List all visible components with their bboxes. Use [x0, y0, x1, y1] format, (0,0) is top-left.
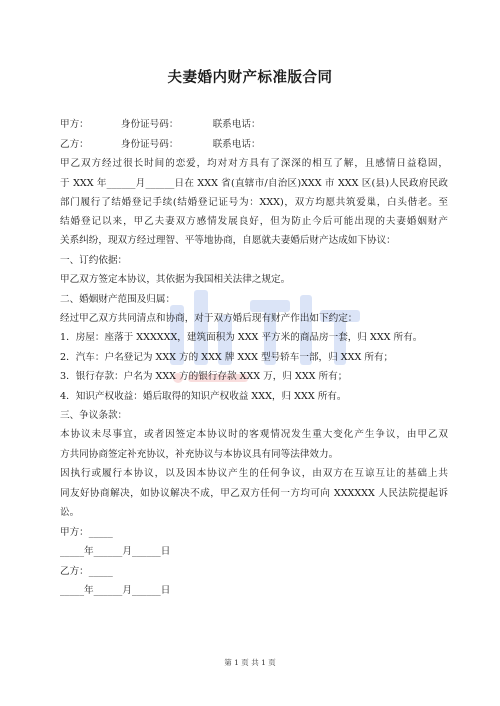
- property-item: 3．银行存款：户名为 XXX 方的银行存款 XXX 万，归 XXX 所有；: [60, 371, 348, 382]
- property-item: 1．房屋：座落于 XXXXXX，建筑面积为 XXX 平方米的商品房一套，归 XXX 所有。: [60, 332, 423, 343]
- signature-date-b: _____年______月______日: [60, 585, 171, 596]
- section-3-heading: 三、争议条款：: [60, 410, 128, 421]
- intro-line: 甲乙双方经过很长时间的恋爱，均对对方具有了深深的相互了解，且感情日益稳固，: [60, 158, 448, 169]
- dispute-line: 因执行或履行本协议，以及因本协议产生的任何争议，由双方在互谅互让的基础上共: [60, 468, 448, 479]
- section-1-heading: 一、订约依据：: [60, 255, 128, 266]
- party-b-label: 乙方：: [60, 139, 89, 150]
- party-b-id-label: 身份证号码：: [120, 139, 179, 150]
- party-a-line: [60, 119, 448, 131]
- document-title: 夫妻婚内财产标准版合同: [167, 70, 333, 86]
- page-footer: 第 1 页 共 1 页: [224, 658, 276, 667]
- signature-date-a: _____年______月______日: [60, 546, 171, 557]
- dispute-line: 方共同协商签定补充协议，补充协议与本协议具有同等法律效力。: [60, 449, 339, 460]
- intro-line: 于 XXX 年______月______日在 XXX 省(直辖市/自治区)XXX 市 XXX 区(县)人民政府民政: [60, 178, 448, 189]
- party-a-label: 甲方：: [60, 119, 89, 130]
- intro-line: 部门履行了结婚登记手续(结婚登记证号为：XXX)，双方均愿共筑爱巢，白头偕老。至: [60, 197, 448, 208]
- signature-party-a: 甲方：_____: [60, 527, 113, 538]
- intro-line: 关系纠纷，现双方经过理智、平等地协商，自愿就夫妻婚后财产达成如下协议：: [60, 235, 396, 246]
- intro-line: 结婚登记以来，甲乙夫妻双方感情发展良好，但为防止今后可能出现的夫妻婚姻财产: [60, 216, 448, 227]
- dispute-line: 同友好协商解决，如协议解决不成，甲乙双方任何一方均可向 XXXXXX 人民法院提起诉: [60, 488, 448, 499]
- dispute-line: 讼。: [60, 507, 80, 518]
- property-item: 2．汽车：户名登记为 XXX 方的 XXX 牌 XXX 型号轿车一部，归 XXX 所有；: [60, 352, 394, 363]
- party-b-line: [60, 139, 448, 151]
- property-item: 4．知识产权收益：婚后取得的知识产权收益 XXX，归 XXX 所有。: [60, 391, 347, 402]
- party-b-phone-label: 联系电话：: [212, 139, 261, 150]
- party-a-phone-label: 联系电话：: [212, 119, 261, 130]
- section-2-intro: 经过甲乙双方共同清点和协商，对于双方婚后现有财产作出如下约定：: [60, 313, 358, 324]
- signature-party-b: 乙方：_____: [60, 566, 113, 577]
- section-1-text: 甲乙双方签定本协议，其依据为我国相关法律之规定。: [60, 274, 291, 285]
- dispute-line: 本协议未尽事宜，或者因签定本协议时的客观情况发生重大变化产生争议，由甲乙双: [60, 429, 448, 440]
- party-a-id-label: 身份证号码：: [120, 119, 179, 130]
- section-2-heading: 二、婚姻财产范围及归属：: [60, 294, 176, 305]
